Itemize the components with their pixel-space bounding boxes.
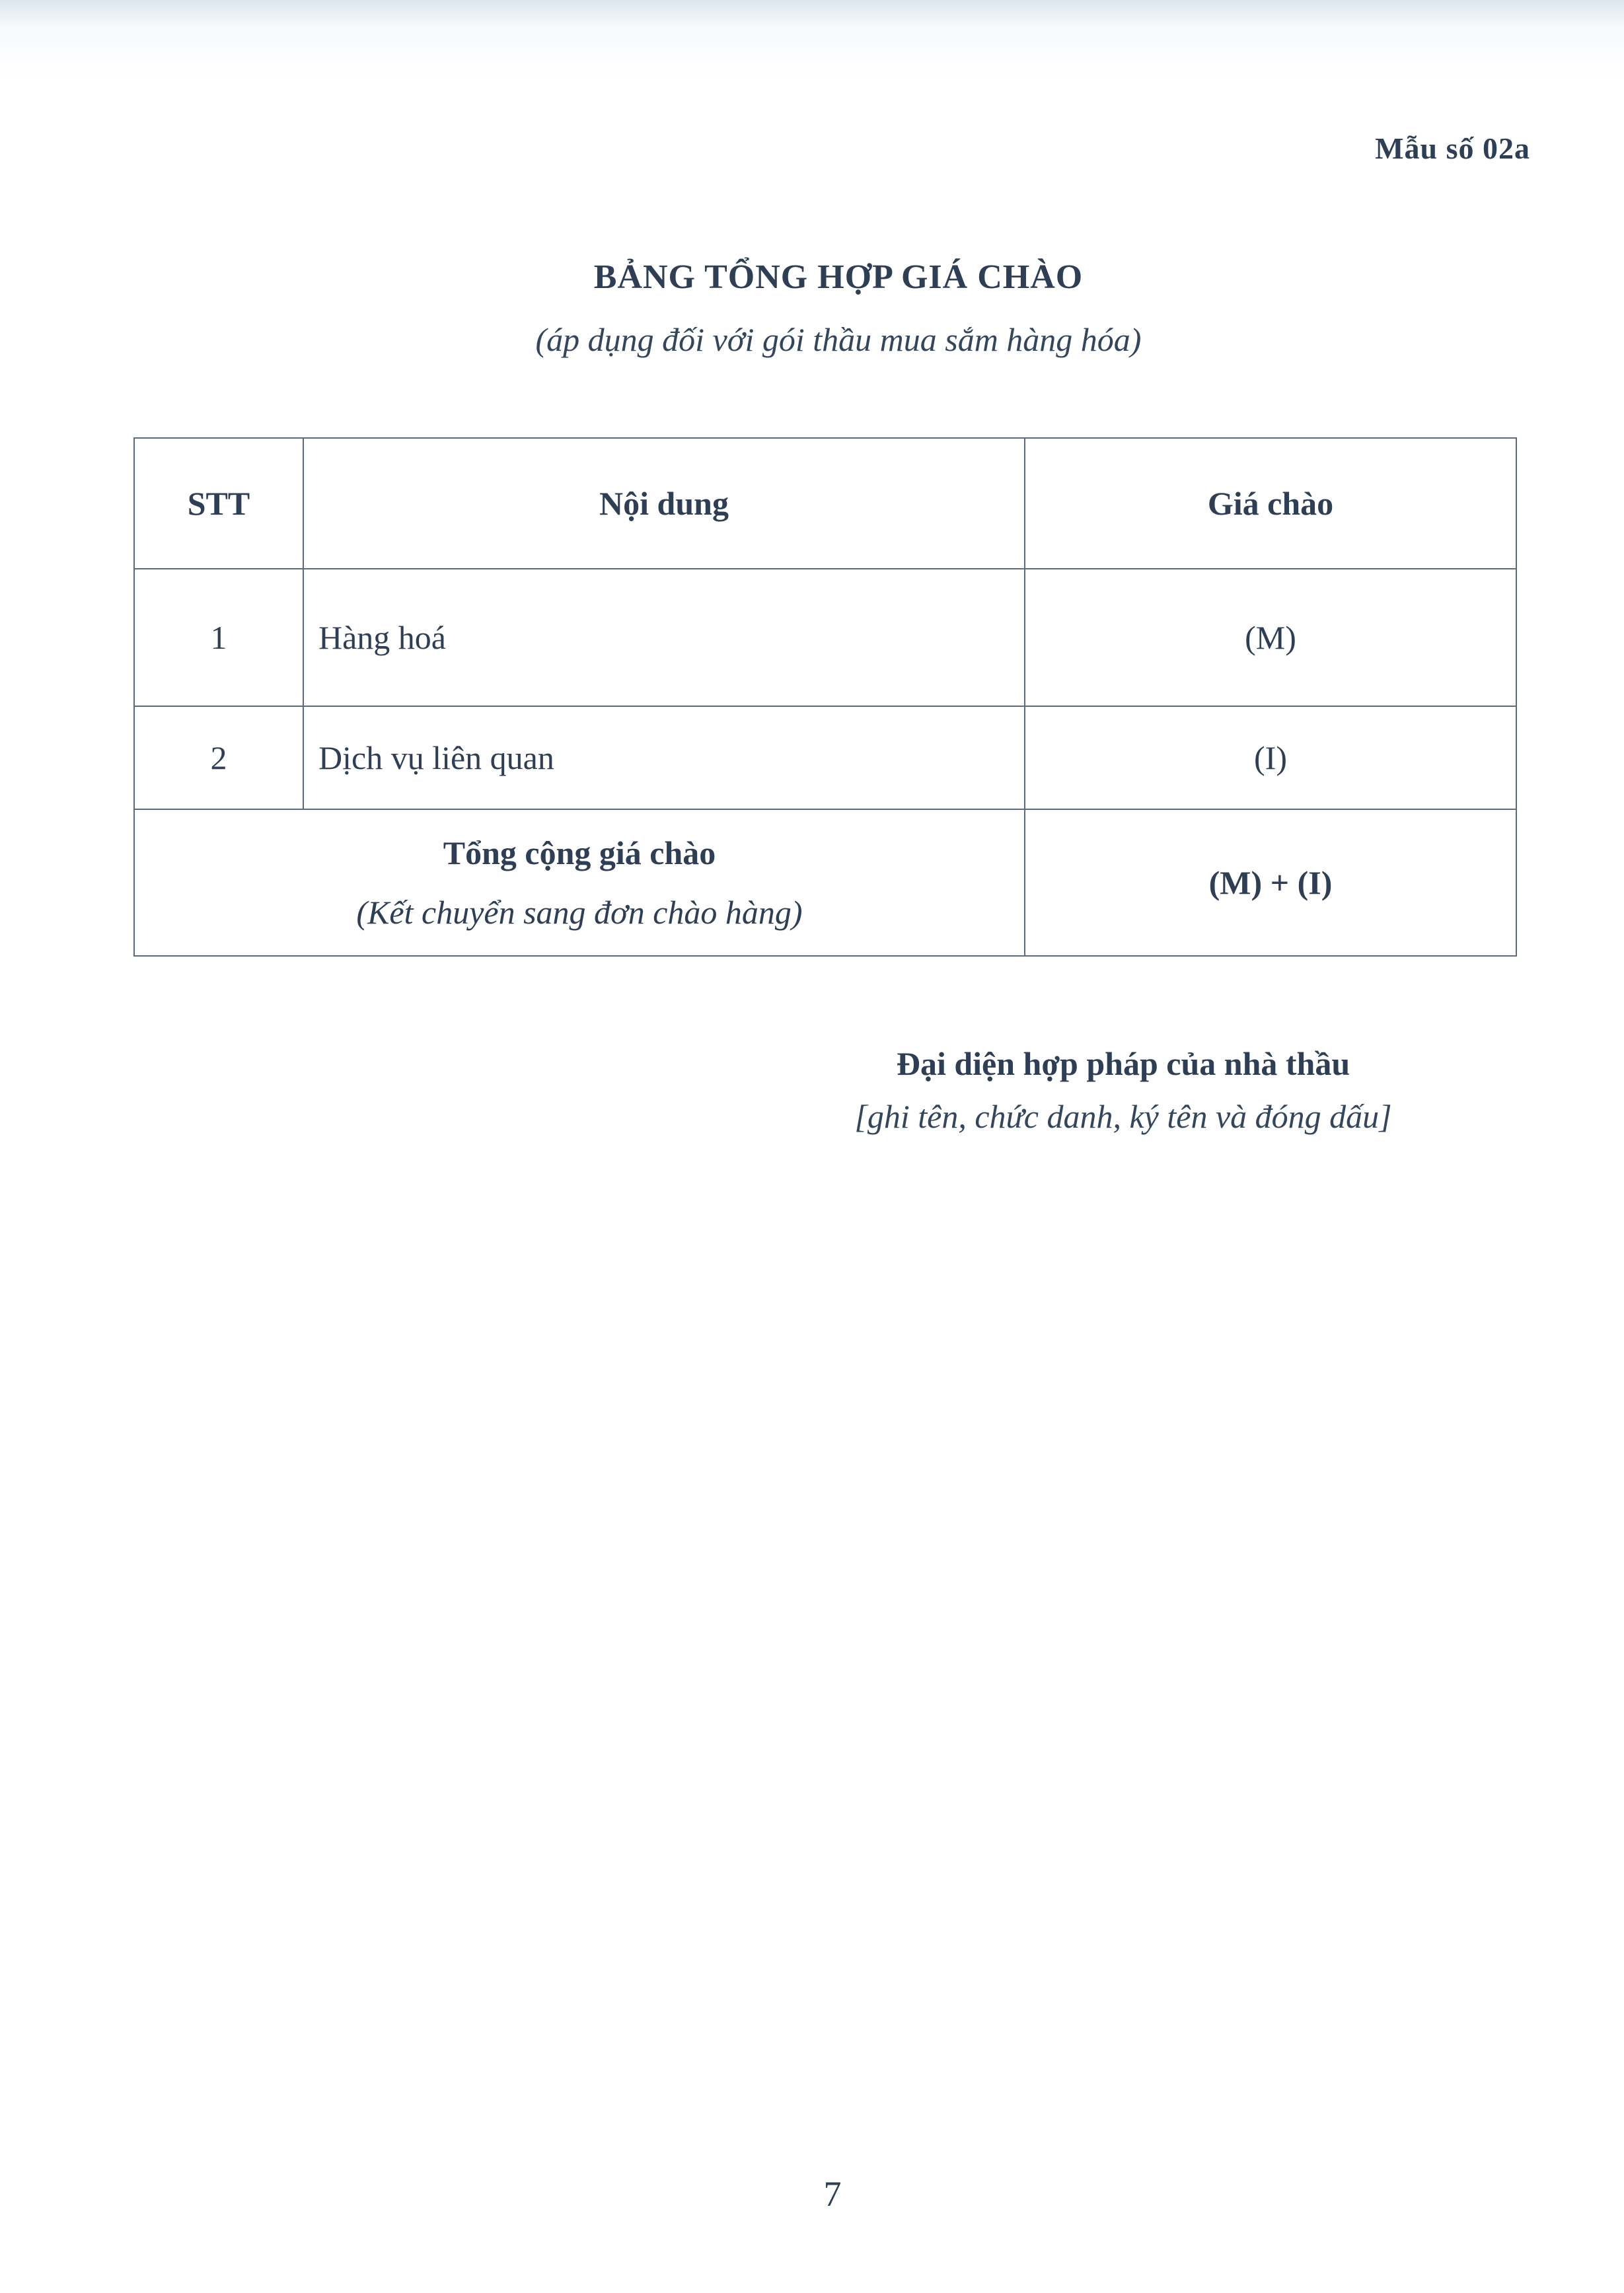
- page-number: 7: [823, 2174, 842, 2214]
- form-code: Mẫu số 02a: [1375, 131, 1530, 165]
- content-cell: Dịch vụ liên quan: [303, 706, 1025, 809]
- price-summary-table: [133, 437, 1517, 957]
- table-total-row: [134, 809, 1516, 956]
- title-block: [0, 251, 1624, 366]
- price-cell: (M): [1025, 569, 1516, 706]
- signature-title: Đại diện hợp pháp của nhà thầu: [896, 1045, 1350, 1082]
- total-price: (M) + (I): [1208, 864, 1333, 901]
- total-price-cell: [1025, 809, 1516, 956]
- total-label: Tổng cộng giá chào: [443, 834, 716, 871]
- total-note: (Kết chuyển sang đơn chào hàng): [356, 894, 803, 931]
- table-header-row: [134, 438, 1516, 569]
- stt-cell: 2: [134, 706, 303, 809]
- stt-cell: 1: [134, 569, 303, 706]
- column-header-content: Nội dung: [303, 438, 1025, 569]
- document-title: BẢNG TỔNG HỢP GIÁ CHÀO: [593, 258, 1084, 296]
- table-row: [134, 569, 1516, 706]
- table-row: [134, 706, 1516, 809]
- signature-note: [ghi tên, chức danh, ký tên và đóng dấu]: [854, 1098, 1392, 1135]
- signature-block: [806, 1037, 1440, 1143]
- document-subtitle: (áp dụng đối với gói thầu mua sắm hàng hóa): [535, 321, 1142, 358]
- price-cell: (I): [1025, 706, 1516, 809]
- total-label-cell: [134, 809, 1025, 956]
- column-header-stt: STT: [134, 438, 303, 569]
- column-header-price: Giá chào: [1025, 438, 1516, 569]
- content-cell: Hàng hoá: [303, 569, 1025, 706]
